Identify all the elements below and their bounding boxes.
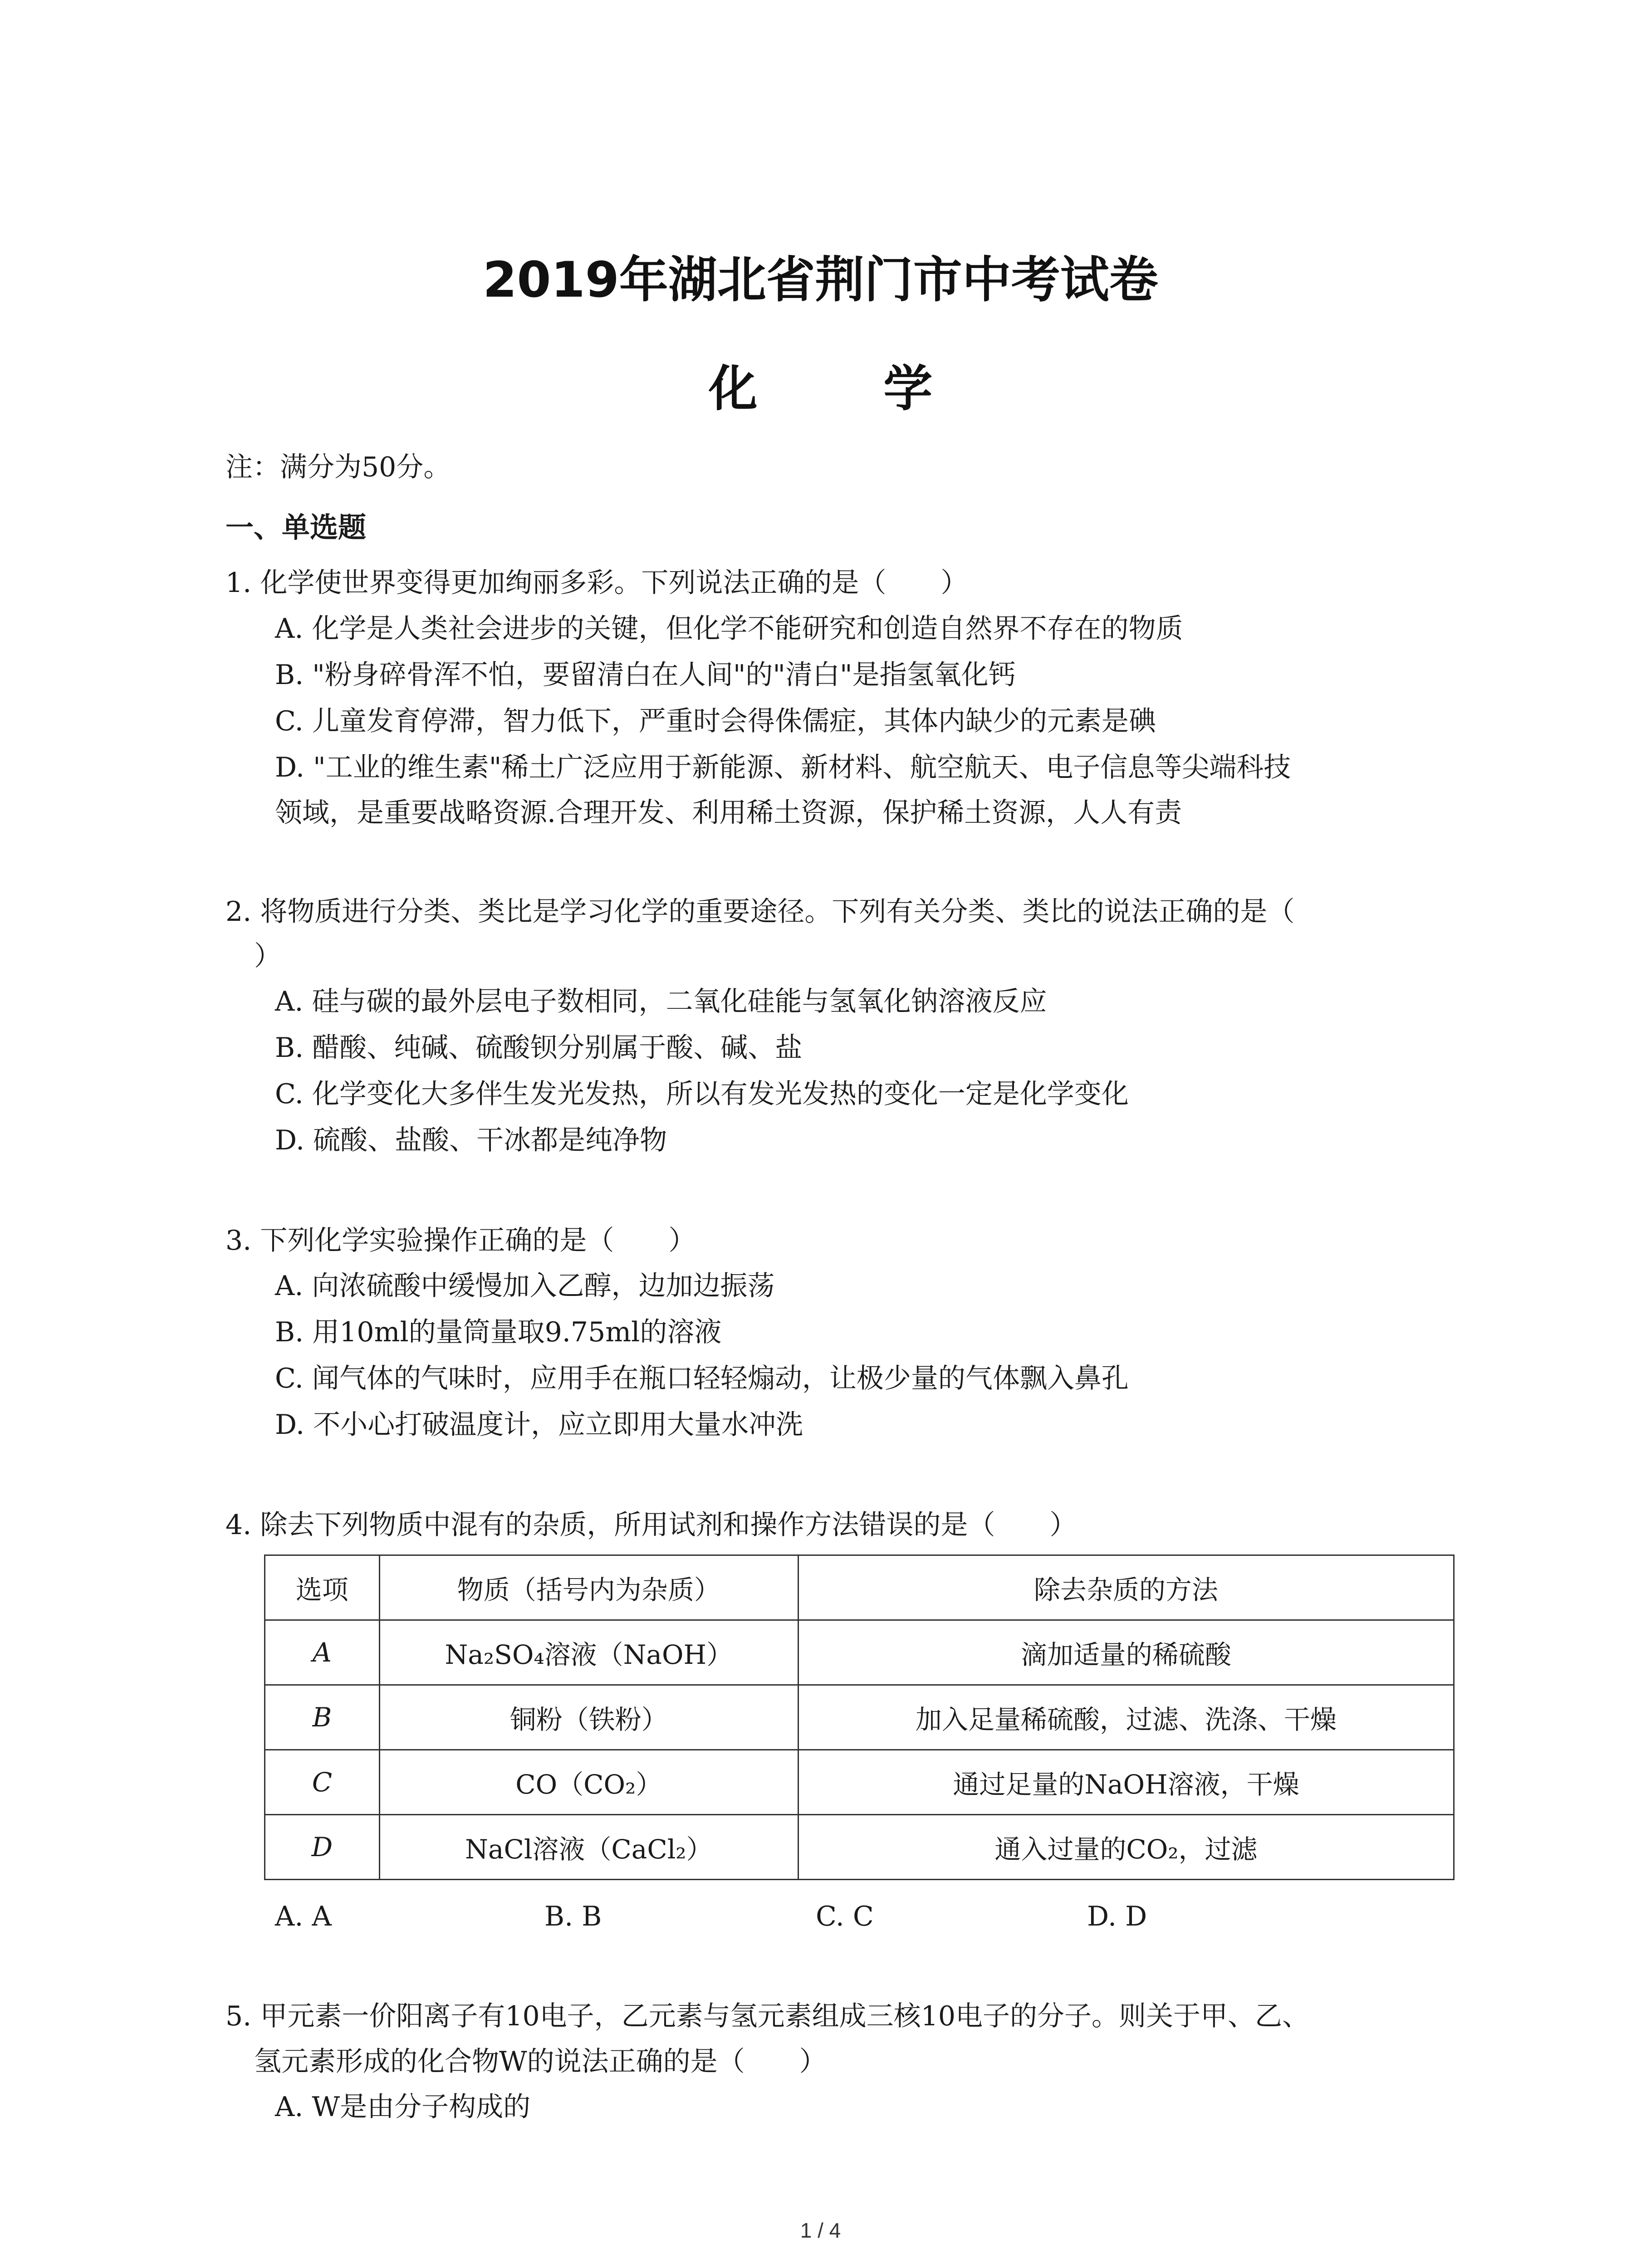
question-4-option-d: D. D (1087, 1901, 1147, 1932)
table-cell: CO（CO₂） (379, 1750, 798, 1815)
question-4-option-a: A. A (275, 1901, 332, 1932)
question-3-option-c: C. 闻气体的气味时，应用手在瓶口轻轻煽动，让极少量的气体飘入鼻孔 (275, 1363, 1129, 1394)
table-cell: 通过足量的NaOH溶液，干燥 (798, 1750, 1454, 1815)
table-cell: C (265, 1750, 380, 1815)
table-header-cell: 物质（括号内为杂质） (379, 1555, 798, 1620)
question-2-option-c: C. 化学变化大多伴生发光发热，所以有发光发热的变化一定是化学变化 (275, 1078, 1129, 1110)
table-header-cell: 除去杂质的方法 (798, 1555, 1454, 1620)
table-header-row (265, 1555, 1454, 1620)
table-row (265, 1685, 1454, 1750)
question-1-option-c: C. 儿童发育停滞，智力低下，严重时会得侏儒症，其体内缺少的元素是碘 (275, 705, 1156, 737)
table-cell: D (265, 1815, 380, 1880)
question-4-option-c: C. C (816, 1901, 874, 1932)
question-1-option-d-cont: 领域，是重要战略资源.合理开发、利用稀土资源，保护稀土资源，人人有责 (275, 797, 1182, 829)
table-cell: Na₂SO₄溶液（NaOH） (379, 1620, 798, 1685)
table-cell: NaCl溶液（CaCl₂） (379, 1815, 798, 1880)
table-cell: 通入过量的CO₂，过滤 (798, 1815, 1454, 1880)
question-2-option-d: D. 硫酸、盐酸、干冰都是纯净物 (275, 1124, 667, 1156)
question-1-option-b: B. "粉身碎骨浑不怕，要留清白在人间"的"清白"是指氢氧化钙 (275, 659, 1016, 691)
question-3-option-d: D. 不小心打破温度计，应立即用大量水冲洗 (275, 1409, 803, 1441)
table-cell: A (265, 1620, 380, 1685)
table-cell: 加入足量稀硫酸，过滤、洗涤、干燥 (798, 1685, 1454, 1750)
table-cell: B (265, 1685, 380, 1750)
question-4-stem: 4. 除去下列物质中混有的杂质，所用试剂和操作方法错误的是（ ） (225, 1509, 1077, 1541)
table-header-cell: 选项 (265, 1555, 380, 1620)
score-note: 注：满分为50分。 (225, 451, 451, 483)
question-5-stem-cont: 氢元素形成的化合物W的说法正确的是（ ） (254, 2046, 827, 2077)
question-4-option-b: B. B (544, 1901, 602, 1932)
question-1-stem: 1. 化学使世界变得更加绚丽多彩。下列说法正确的是（ ） (225, 567, 968, 599)
page-number: 1 / 4 (800, 2219, 841, 2242)
table-row (265, 1620, 1454, 1685)
section-heading: 一、单选题 (225, 511, 367, 544)
subject-title: 化 学 (708, 361, 987, 417)
impurity-table (264, 1554, 1455, 1880)
question-2-stem: 2. 将物质进行分类、类比是学习化学的重要途径。下列有关分类、类比的说法正确的是（ (225, 896, 1295, 928)
table-row (265, 1750, 1454, 1815)
question-3-stem: 3. 下列化学实验操作正确的是（ ） (225, 1225, 696, 1256)
question-3-option-a: A. 向浓硫酸中缓慢加入乙醇，边加边振荡 (275, 1270, 775, 1302)
question-5-option-a: A. W是由分子构成的 (275, 2091, 531, 2123)
table-cell: 铜粉（铁粉） (379, 1685, 798, 1750)
question-2-option-a: A. 硅与碳的最外层电子数相同，二氧化硅能与氢氧化钠溶液反应 (275, 986, 1047, 1017)
table-cell: 滴加适量的稀硫酸 (798, 1620, 1454, 1685)
question-1-option-d: D. "工业的维生素"稀土广泛应用于新能源、新材料、航空航天、电子信息等尖端科技 (275, 752, 1291, 783)
question-5-stem: 5. 甲元素一价阳离子有10电子，乙元素与氢元素组成三核10电子的分子。则关于甲、乙、 (225, 2000, 1310, 2032)
table-row (265, 1815, 1454, 1880)
question-3-option-b: B. 用10ml的量筒量取9.75ml的溶液 (275, 1316, 722, 1348)
question-2-option-b: B. 醋酸、纯碱、硫酸钡分别属于酸、碱、盐 (275, 1032, 803, 1064)
question-2-stem-cont: ） (254, 940, 281, 972)
question-1-option-a: A. 化学是人类社会进步的关键，但化学不能研究和创造自然界不存在的物质 (275, 613, 1183, 645)
exam-title: 2019年湖北省荆门市中考试卷 (483, 252, 1158, 308)
